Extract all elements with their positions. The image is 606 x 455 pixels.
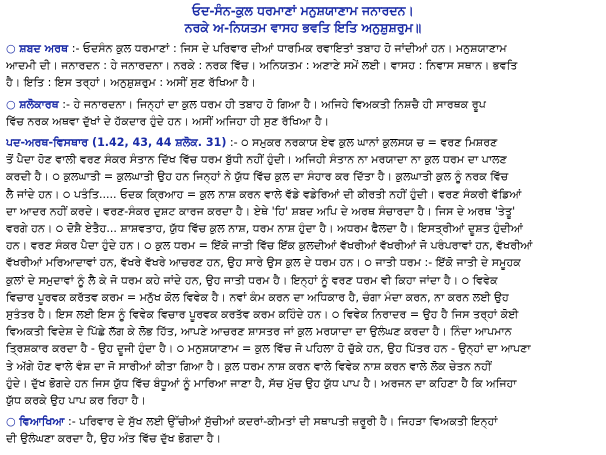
verse-line-1: ਓਦ-ਸੰਨ-ਕੁਲ ਧਰਮਾਣਾਂ ਮਨੁਸ਼ਯਾਣਾਮ ਜਨਾਰਦਨ। (192, 3, 414, 18)
shabad-arth-line-1 (6, 40, 600, 57)
viakhia-heading: ਵਿਆਖਿਆ (19, 415, 65, 429)
pad-arth-line-13: ਤ੍ਰਿਸ਼ਕਾਰ ਕਰਦਾ ਹੈ - ਉਹ ਦੂਜੀ ਹੁੰਦਾ ਹੈ। ੦ ਮਨੁਸ਼ਯਾਣਾਮ = ਕੁਲ ਵਿੱਚ ਜੋ ਪਹਿਲਾ ਹੋ ਚੁੱਕੇ ਹਨ, ਉਹ ਪਿੱਤਰ ਹਨ - ਉਨ੍ਹਾਂ ਦਾ ਆਪਣਾ (6, 342, 531, 356)
pad-arth-line-14: ਤੇ ਅੱਗੇ ਹੋਣ ਵਾਲੇ ਵੰਸ਼ ਦਾ ਜੋ ਸਾਰੀਆਂ ਕੀਤਾ ਗਿਆ ਹੈ। ਕੁਲ ਧਰਮ ਨਾਸ਼ ਕਰਨ ਵਾਲੇ ਵਿਵੇਕ ਨਾਸ਼ ਕਰਨ ਵਾਲੇ ਲੋਕ ਚੇਤਨ ਨਹੀਂ (6, 359, 492, 373)
shlokarth-heading: ਸ਼ਲੋਕਾਰਥ (19, 97, 59, 111)
pad-arth-line-11: ਸੁਤੰਤਰ ਹੈ। ਇਸ ਲਈ ਇਸ ਨੂੰ ਵਿਵੇਕ ਵਿਚਾਰ ਪੂਰਵਕ ਕਰਤੱਵ ਕਰਮ ਕਹਿੰਦੇ ਹਨ। ੦ ਵਿਵੇਕ ਨਿਰਾਦਰ = ਉਹ ਹੈ ਜਿਸ ਤਰ੍ਹਾਂ ਕੋਈ (6, 308, 519, 322)
pad-arth-vistar-section (6, 134, 600, 409)
pad-arth-line-7: ਹਨ। ਵਰਣ ਸੰਕਰ ਪੈਦਾ ਹੁੰਦੇ ਹਨ। ੦ ਕੁਲ ਧਰਮ = ਇੱਕੋ ਜਾਤੀ ਵਿੱਚ ਇੱਕ ਕੁਲਦੀਆਂ ਵੱਖਰੀਆਂ ਵੱਖਰੀਆਂ ਜੋ ਪਰੰਪਰਾਵਾਂ ਹਨ, ਵੱਖਰੀਆਂ (6, 239, 533, 253)
viakhia-line-2: ਦੀ ਉਲੰਘਣਾ ਕਰਦਾ ਹੈ, ਉਹ ਅੰਤ ਵਿੱਚ ਦੁੱਖ ਭੋਗਦਾ ਹੈ। (6, 432, 222, 446)
shlokarth-line-1 (6, 96, 600, 113)
viakhia-text-1: :- ਪਰਿਵਾਰ ਦੇ ਸੁੱਖ ਲਈ ਉੱਚੀਆਂ ਸੁੱਚੀਆਂ ਕਦਰਾਂ-ਕੀਮਤਾਂ ਦੀ ਸਥਾਪਤੀ ਜ਼ਰੂਰੀ ਹੈ। ਜਿਹੜਾ ਵਿਅਕਤੀ ਇਨ੍ਹਾਂ (68, 415, 498, 429)
bullet-icon: ○ (6, 415, 20, 429)
pad-arth-line-12: ਵਿਅਕਤੀ ਵਿਦੇਸ਼ ਦੇ ਪਿੱਛੇ ਲੱਗ ਕੇ ਲੋਭ ਹਿੱਤ, ਆਪਣੇ ਆਚਰਣ ਸ਼ਾਸਤਰ ਜਾਂ ਕੁਲ ਮਰਯਾਦਾ ਦਾ ਉਲੰਘਣ ਕਰਦਾ ਹੈ। ਨਿੰਦਾ ਆਪਮਾਨ (6, 325, 512, 339)
shlokarth-section (6, 96, 600, 130)
pad-arth-text-1: :- ੦ ਸਮੁਕਰ ਨਰਕਾਯ ਏਵ ਕੁਲ ਘਾਨਾਂ ਕੁਲਸਯ ਚ = ਵਰਣ ਮਿਸ਼ਰਣ (229, 136, 498, 150)
pad-arth-line-8: ਵੱਖਰੀਆਂ ਮਰਿਆਦਾਵਾਂ ਹਨ, ਵੱਖਰੇ ਵੱਖਰੇ ਆਚਰਣ ਹਨ, ਉਹ ਸਾਰੇ ਉਸ ਕੁਲ ਦੇ ਧਰਮ ਹਨ। ੦ ਜਾਤੀ ਧਰਮ :- ਇੱਕੋ ਜਾਤੀ ਦੇ ਸਮੂਹਕ (6, 256, 521, 270)
pad-arth-line-3: ਕਰਦੀ ਹੈ। ੦ ਕੁਲਘਾਤੀ = ਕੁਲਘਾਤੀ ਉਹ ਹਨ ਜਿਨ੍ਹਾਂ ਨੇ ਯੁੱਧ ਵਿੱਚ ਕੁਲ ਦਾ ਸੰਹਾਰ ਕਰ ਦਿੱਤਾ ਹੈ। ਕੁਲਘਾਤੀ ਕੁਲ ਨੂੰ ਨਰਕ ਵਿੱਚ (6, 170, 509, 184)
pad-arth-line-9: ਕੁਲਾਂ ਦੇ ਸਮੁਦਾਵਾਂ ਨੂੰ ਲੈ ਕੇ ਜੋ ਧਰਮ ਕਹੇ ਜਾਂਦੇ ਹਨ, ਉਹ ਜਾਤੀ ਧਰਮ ਹੈ। ਇਨ੍ਹਾਂ ਨੂੰ ਵਰਣ ਧਰਮ ਵੀ ਕਿਹਾ ਜਾਂਦਾ ਹੈ। ੦ ਵਿਵੇਕ (6, 273, 498, 287)
bullet-icon: ○ (6, 42, 20, 55)
shabad-arth-line-2: ਆਦਮੀ ਦੀ। ਜਨਾਰਦਨ : ਹੇ ਜਨਾਰਦਨਾ। ਨਰਕੇ : ਨਰਕ ਵਿੱਚ। ਅਨਿਯਤਮ : ਅਣਾਣੇ ਸਮੇਂ ਲਈ। ਵਾਸਹ : ਨਿਵਾਸ ਸਥਾਨ। ਭਵਤਿ (6, 59, 518, 73)
shabad-arth-text-1: :- ਓਦਸੰਨ ਕੁਲ ਧਰਮਾਣਾਂ : ਜਿਸ ਦੇ ਪਰਿਵਾਰ ਦੀਆਂ ਧਾਰਮਿਕ ਰਵਾਇਤਾਂ ਤਬਾਹ ਹੋ ਜਾਂਦੀਆਂ ਹਨ। ਮਨੁਸ਼ਯਾਣਾਮ (71, 42, 507, 55)
pad-arth-line-1 (6, 134, 600, 151)
pad-arth-line-5: ਦਾ ਆਦਰ ਨਹੀਂ ਕਰਦੇ। ਵਰਣ-ਸੰਕਰ ਦੁਸ਼ਟ ਕਾਰਜ ਕਰਦਾ ਹੈ। ਏਥੇ 'ਹਿ' ਸ਼ਬਦ ਅਪਿ ਦੇ ਅਰਥ ਸੰਚਾਰਦਾ ਹੈ। ਜਿਸ ਦੇ ਅਰਥ 'ਤੇਤੂ' (6, 204, 516, 218)
viakhia-line-1 (6, 413, 600, 430)
shlokarth-text-1: :- ਹੇ ਜਨਾਰਦਨਾ। ਜਿਨ੍ਹਾਂ ਦਾ ਕੁਲ ਧਰਮ ਹੀ ਤਬਾਹ ਹੋ ਗਿਆ ਹੈ। ਅਜਿਹੇ ਵਿਅਕਤੀ ਨਿਸ਼ਚੈ ਹੀ ਸਾਰਥਕ ਰੂਪ (62, 97, 486, 111)
viakhia-section (6, 413, 600, 447)
pad-arth-line-4: ਲੈ ਜਾਂਦੇ ਹਨ। ੦ ਪਤੰਤਿ..... ਓਦਕ ਕ੍ਰਿਆਹ = ਕੁਲ ਨਾਸ਼ ਕਰਨ ਵਾਲੇ ਵੱਡੇ ਵਡੇਰਿਆਂ ਦੀ ਕੀਰਤੀ ਨਹੀਂ ਹੁੰਦੀ। ਵਰਣ ਸੰਕਰੀ ਵੱਡਿਆਂ (6, 187, 522, 201)
pad-arth-line-16: ਯੁੱਧ ਕਰਕੇ ਉਹ ਪਾਪ ਕਰ ਰਿਹਾ ਹੈ। (6, 394, 146, 408)
shabad-arth-heading: ਸ਼ਬਦ ਅਰਥ (19, 42, 69, 55)
bullet-icon: ○ (6, 97, 20, 111)
shabad-arth-section (6, 40, 600, 92)
verse-line-2: ਨਰਕੇ ਅ-ਨਿਯਤਮ ਵਾਸਹ ਭਵਤਿ ਇਤਿ ਅਨੁਸ਼ੁਸ਼ਰੁਮ॥ (184, 20, 422, 35)
pad-arth-line-15: ਹੁੰਦੇ। ਦੁੱਖ ਭੋਗਦੇ ਹਨ ਜਿਸ ਯੁੱਧ ਵਿੱਚ ਬੰਧੂਆਂ ਨੂੰ ਮਾਰਿਆ ਜਾਣਾ ਹੈ, ਸੱਚ ਮੁੱਚ ਉਹ ਯੁੱਧ ਪਾਪ ਹੈ। ਅਰਜਨ ਦਾ ਕਹਿਣਾ ਹੈ ਕਿ ਅਜਿਹਾ (6, 376, 517, 390)
shabad-arth-line-3: ਹੈ। ਇਤਿ : ਇਸ ਤਰ੍ਹਾਂ। ਅਨੁਸ਼ੁਸ਼ਰੁਮ : ਅਸੀਂ ਸੁਣ ਰੱਖਿਆ ਹੈ। (6, 76, 256, 90)
pad-arth-line-6: ਵਰਗੇ ਹਨ। ੦ ਦੋਸ਼ੈ ਏਤੈਹ... ਸ਼ਾਸ਼ਵਤਾਹ, ਯੁੱਧ ਵਿੱਚ ਕੁਲ ਨਾਸ਼, ਧਰਮ ਨਾਸ਼ ਹੁੰਦਾ ਹੈ। ਅਧਰਮ ਫੈਲਦਾ ਹੈ। ਇਸਤ੍ਰੀਆਂ ਦੂਸ਼ਤ ਹੁੰਦੀਆਂ (6, 222, 523, 236)
shlokarth-line-2: ਵਿੱਚ ਨਰਕ ਅਥਵਾ ਦੁੱਖਾਂ ਦੇ ਹੱਕਦਾਰ ਹੁੰਦੇ ਹਨ। ਅਸੀਂ ਅਜਿਹਾ ਹੀ ਸੁਣ ਰੱਖਿਆ ਹੈ। (6, 114, 330, 128)
pad-arth-line-10: ਵਿਚਾਰ ਪੂਰਵਕ ਕਰੱਤਵ ਕਰਮ = ਮਨੁੱਖ ਕੋਲ ਵਿਵੇਕ ਹੈ। ਨਵਾਂ ਕੰਮ ਕਰਨ ਦਾ ਅਧਿਕਾਰ ਹੈ, ਚੰਗਾ ਮੰਦਾ ਕਰਨ, ਨਾ ਕਰਨ ਲਈ ਉਹ (6, 290, 509, 304)
pad-arth-line-2: ਤੋਂ ਪੈਦਾ ਹੋਣ ਵਾਲੀ ਵਰਣ ਸੰਕਰ ਸੰਤਾਨ ਦਿੱਖ ਵਿੱਚ ਧਰਮ ਬੁੱਧੀ ਨਹੀਂ ਹੁੰਦੀ। ਅਜਿਹੀ ਸੰਤਾਨ ਨਾ ਮਰਯਾਦਾ ਨਾ ਕੁਲ ਧਰਮ ਦਾ ਪਾਲਣ (6, 153, 507, 167)
pad-arth-vistar-heading: ਪਦ-ਅਰਥ-ਵਿਸਥਾਰ (1.42, 43, 44 ਸ਼ਲੋਕ. 31) (6, 136, 227, 150)
